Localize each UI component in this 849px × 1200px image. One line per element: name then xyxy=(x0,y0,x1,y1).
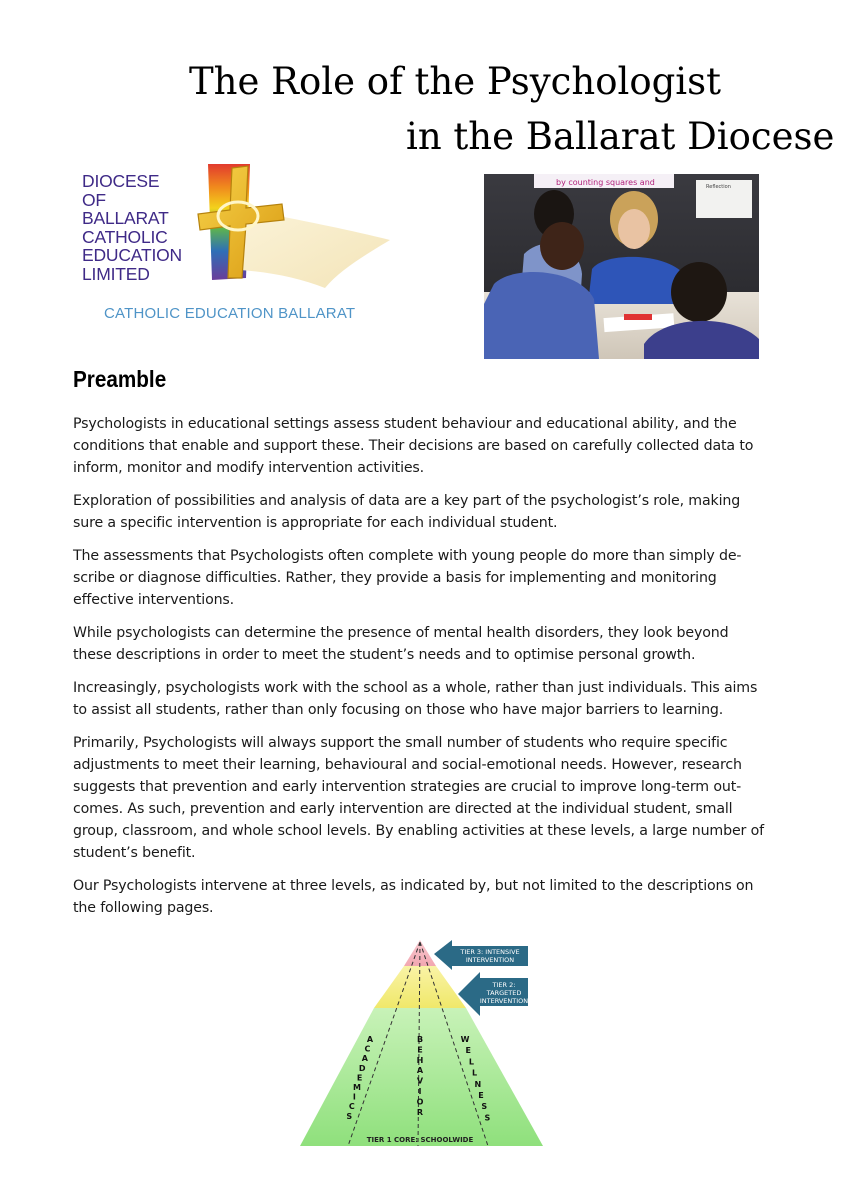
text-line: inform, monitor and modify intervention activities. xyxy=(73,460,425,476)
column-letter: V xyxy=(416,1076,424,1086)
text-line: group, classroom, and whole school levels. By enabling activities at these levels, a large number of xyxy=(73,823,764,839)
column-letter: L xyxy=(468,1057,474,1067)
text-line: The assessments that Psychologists often complete with young people do more than simply de- xyxy=(73,548,742,564)
preamble-body xyxy=(73,413,773,930)
logo-line: BALLARAT xyxy=(82,208,169,228)
tier-pyramid-diagram xyxy=(298,936,548,1148)
logo-wordmark xyxy=(82,172,182,283)
classroom-photo xyxy=(484,174,759,359)
text-line: suggests that prevention and early intervention strategies are crucial to improve long-term out- xyxy=(73,779,742,795)
column-letter: D xyxy=(358,1063,366,1073)
paragraph xyxy=(73,622,773,666)
logo-line: CATHOLIC xyxy=(82,226,168,247)
text-line: Our Psychologists intervene at three levels, as indicated by, but not limited to the descriptions on xyxy=(73,878,754,894)
paragraph xyxy=(73,490,773,534)
text-line: adjustments to meet their learning, behavioural and social-emotional needs. However, research xyxy=(73,757,742,773)
column-letter: A xyxy=(366,1035,374,1044)
photo-banner-text: by counting squares and xyxy=(556,178,655,187)
tier3-label-line: TIER 3: INTENSIVE xyxy=(460,948,520,956)
section-heading: Preamble xyxy=(73,366,167,392)
cross-sail-icon xyxy=(190,160,400,290)
text-line: these descriptions in order to meet the student’s needs and to optimise personal growth. xyxy=(73,647,696,663)
tier1-label: TIER 1 CORE: SCHOOLWIDE xyxy=(366,1136,474,1144)
text-line: student’s benefit. xyxy=(73,845,196,861)
column-letter: S xyxy=(481,1102,488,1112)
title-line-2: in the Ballarat Diocese xyxy=(406,115,835,158)
column-letter: I xyxy=(352,1092,356,1102)
column-letter: M xyxy=(353,1083,361,1092)
logo-line: OF xyxy=(82,189,106,210)
tier2-label-line: TARGETED xyxy=(486,989,522,997)
title-line-1: The Role of the Psychologist xyxy=(189,60,721,103)
column-letter: C xyxy=(364,1044,371,1054)
column-letter: R xyxy=(416,1107,424,1117)
text-line: comes. As such, prevention and early intervention are directed at the individual student, small xyxy=(73,801,733,817)
text-line: Exploration of possibilities and analysis of data are a key part of the psychologist’s role, making xyxy=(73,493,741,509)
text-line: to assist all students, rather than only focusing on those who have major barriers to learning. xyxy=(73,702,724,718)
text-line: sure a specific intervention is appropriate for each individual student. xyxy=(73,515,558,531)
column-letter: C xyxy=(348,1102,355,1112)
diocese-logo xyxy=(80,160,400,330)
paragraph xyxy=(73,677,773,721)
text-line: conditions that enable and support these. Their decisions are based on carefully collected data to xyxy=(73,438,754,454)
text-line: Psychologists in educational settings assess student behaviour and educational ability, and the xyxy=(73,416,737,432)
text-line: effective interventions. xyxy=(73,592,235,608)
text-line: While psychologists can determine the presence of mental health disorders, they look beyond xyxy=(73,625,729,641)
tier2-label-line: TIER 2: xyxy=(492,981,516,989)
column-letter: E xyxy=(465,1046,471,1056)
column-letter: L xyxy=(472,1068,478,1078)
paragraph xyxy=(73,413,773,479)
column-letter: A xyxy=(361,1054,368,1064)
column-letter: A xyxy=(416,1066,424,1076)
column-letter: I xyxy=(418,1087,422,1096)
text-line: Increasingly, psychologists work with the school as a whole, rather than just individuals. This aims xyxy=(73,680,758,696)
paragraph xyxy=(73,732,773,864)
column-letter: H xyxy=(416,1055,424,1065)
text-line: the following pages. xyxy=(73,900,214,916)
text-line: scribe or diagnose difficulties. Rather, they provide a basis for implementing and monitoring xyxy=(73,570,717,586)
column-letter: S xyxy=(346,1111,353,1121)
paragraph xyxy=(73,875,773,919)
logo-line: LIMITED xyxy=(82,263,150,284)
tier2-label-line: INTERVENTION xyxy=(479,997,529,1005)
paragraph xyxy=(73,545,773,611)
tier3-label-line: INTERVENTION xyxy=(465,956,515,964)
column-letter: N xyxy=(474,1079,482,1089)
column-letter: B xyxy=(416,1035,424,1044)
photo-note-text: Reflection xyxy=(706,184,731,190)
column-letter: S xyxy=(484,1113,491,1123)
column-letter: O xyxy=(416,1097,424,1107)
column-letter: E xyxy=(417,1045,423,1055)
column-letter: E xyxy=(478,1091,484,1100)
logo-line: EDUCATION xyxy=(82,245,182,265)
logo-line: DIOCESE xyxy=(82,171,160,191)
logo-subtitle: CATHOLIC EDUCATION BALLARAT xyxy=(104,305,356,322)
column-letter: E xyxy=(356,1073,363,1083)
column-letter: W xyxy=(460,1035,470,1044)
text-line: Primarily, Psychologists will always support the small number of students who require specific xyxy=(73,735,728,751)
